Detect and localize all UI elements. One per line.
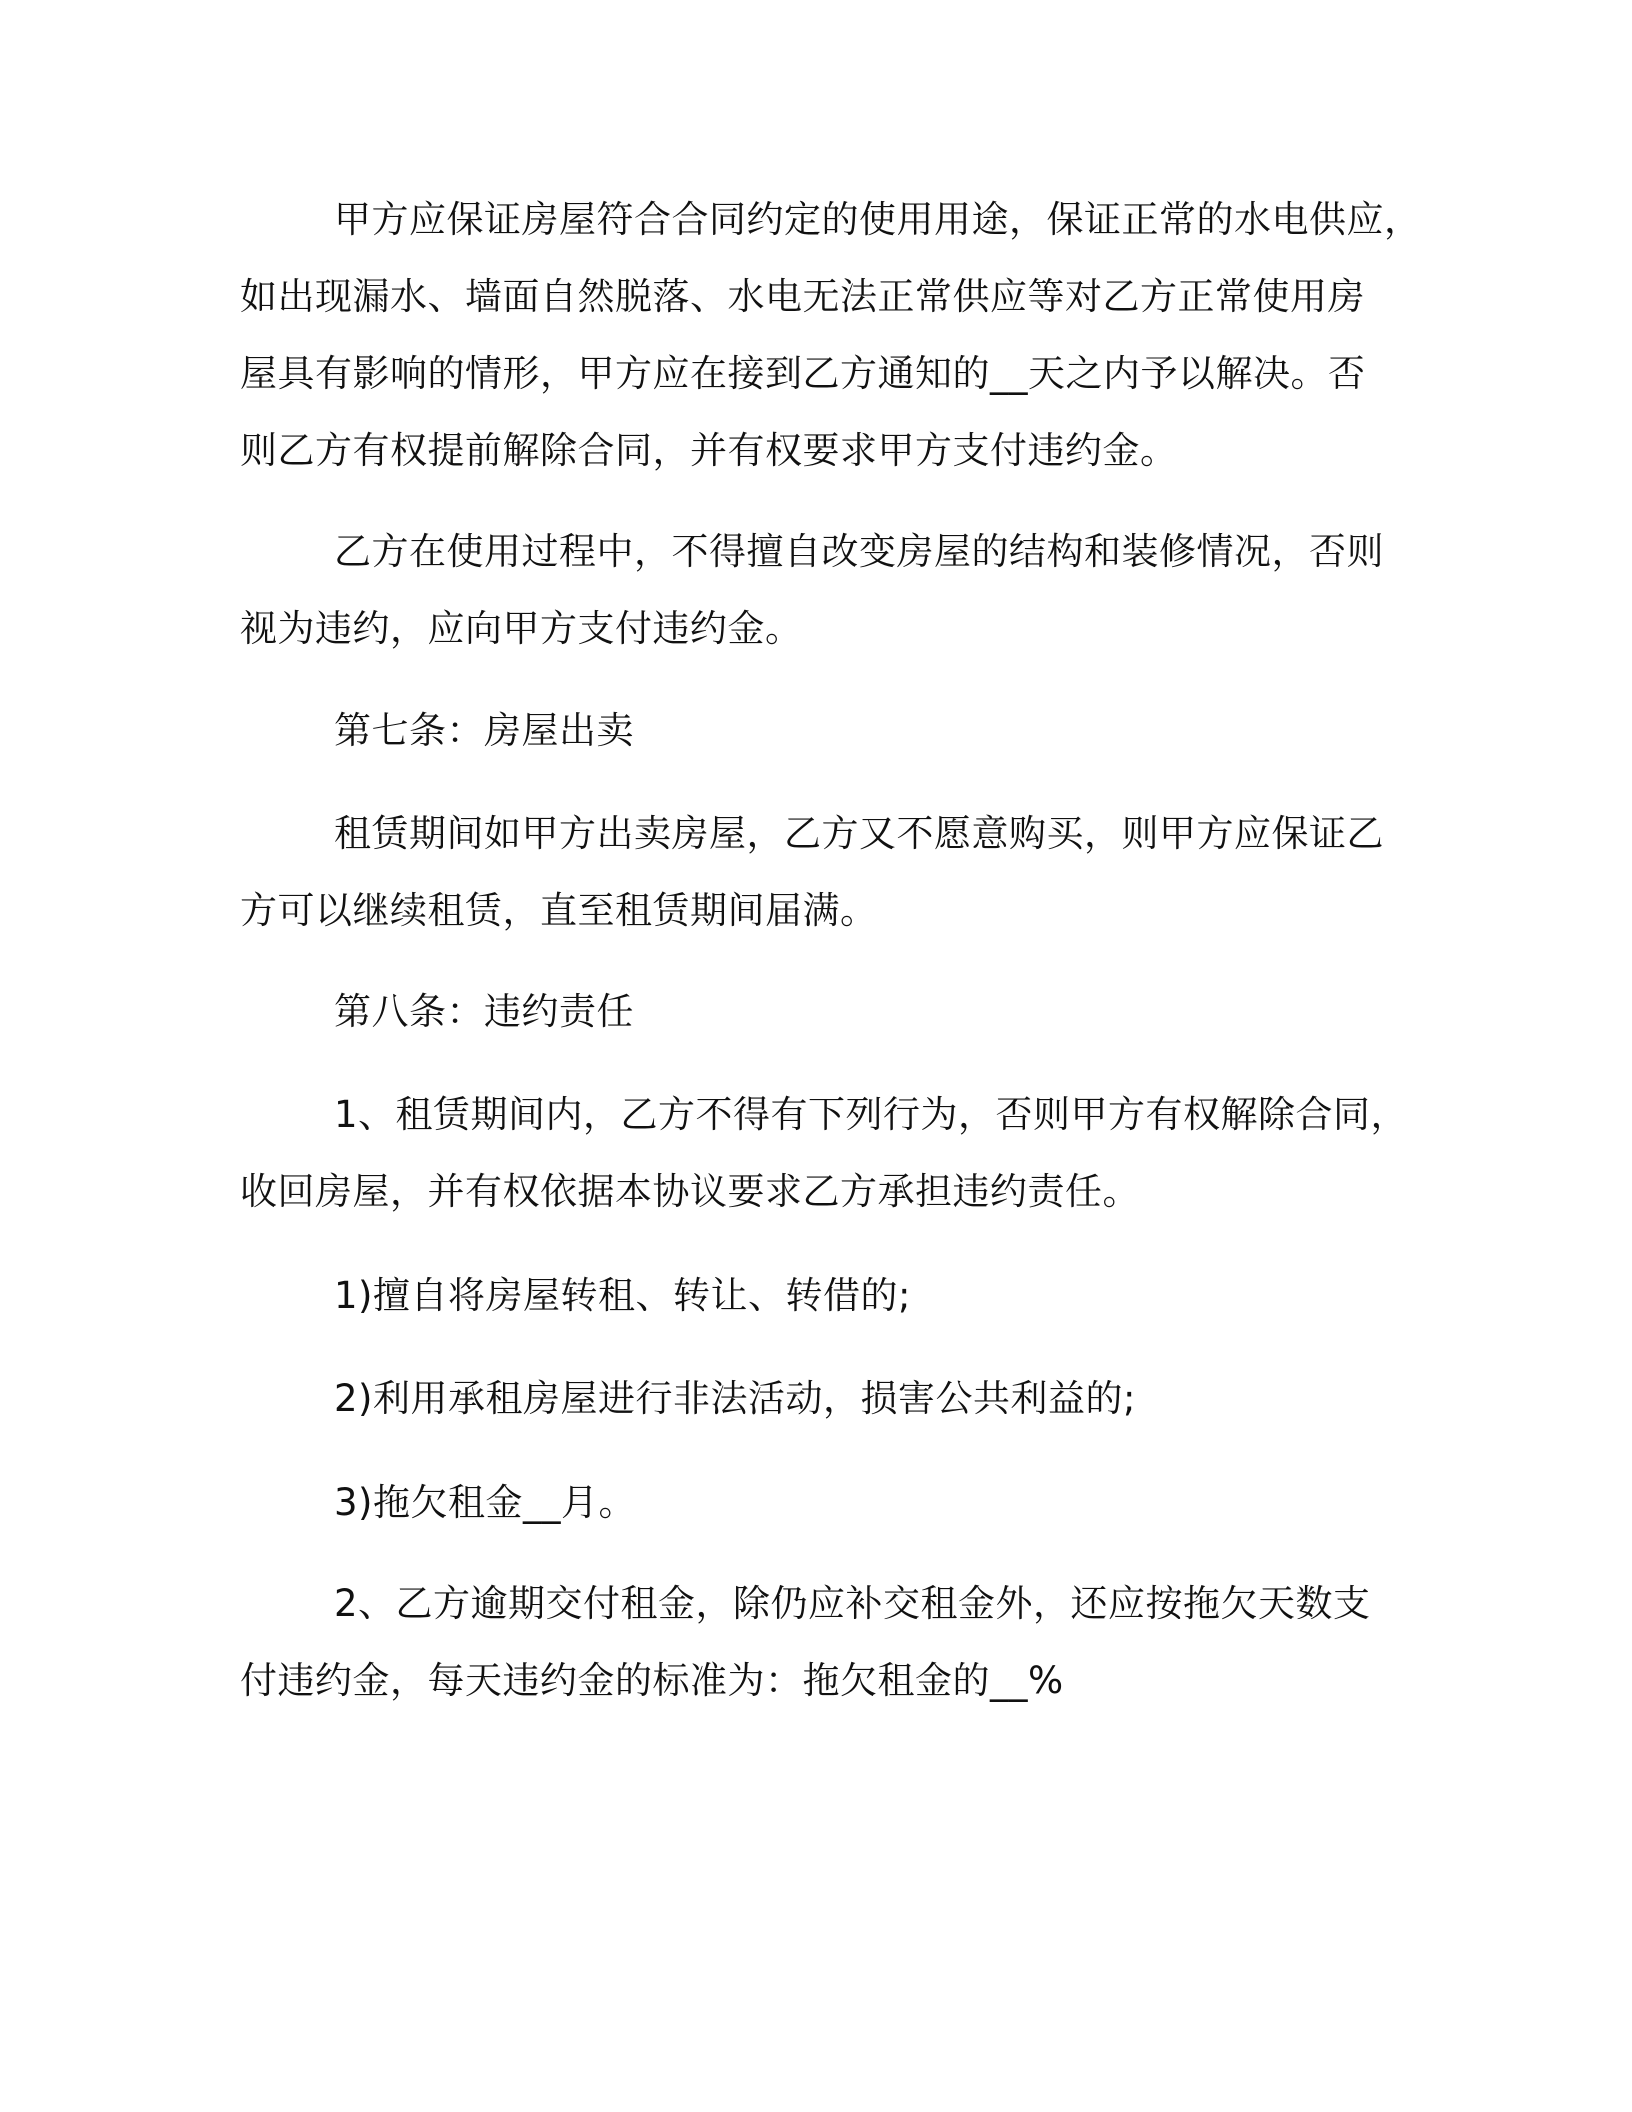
paragraph-1-line-1: 甲方应保证房屋符合合同约定的使用用途，保证正常的水电供应， [334,198,1422,241]
paragraph-1-line-4: 则乙方有权提前解除合同，并有权要求甲方支付违约金。 [240,429,1178,472]
article-7-heading: 第七条：房屋出卖 [334,709,634,752]
list-item-1: 1)擅自将房屋转租、转让、转借的; [334,1274,911,1317]
list-item-3: 3)拖欠租金__月。 [334,1481,636,1524]
article-8-heading: 第八条：违约责任 [334,990,634,1033]
clause-2-line-1: 2、乙方逾期交付租金，除仍应补交租金外，还应按拖欠天数支 [334,1582,1371,1625]
list-item-2: 2)利用承租房屋进行非法活动，损害公共利益的; [334,1377,1136,1420]
paragraph-2-line-1: 乙方在使用过程中，不得擅自改变房屋的结构和装修情况，否则 [334,530,1384,573]
paragraph-1-line-2: 如出现漏水、墙面自然脱落、水电无法正常供应等对乙方正常使用房 [240,275,1365,318]
clause-1-line-2: 收回房屋，并有权依据本协议要求乙方承担违约责任。 [240,1170,1140,1213]
clause-1-line-1: 1、租赁期间内，乙方不得有下列行为，否则甲方有权解除合同， [334,1093,1409,1136]
paragraph-1-line-3: 屋具有影响的情形，甲方应在接到乙方通知的__天之内予以解决。否 [240,352,1366,395]
clause-2-line-2: 付违约金，每天违约金的标准为：拖欠租金的__% [240,1659,1064,1702]
paragraph-3-line-2: 方可以继续租赁，直至租赁期间届满。 [240,889,878,932]
paragraph-2-line-2: 视为违约，应向甲方支付违约金。 [240,607,803,650]
paragraph-3-line-1: 租赁期间如甲方出卖房屋，乙方又不愿意购买，则甲方应保证乙 [334,812,1384,855]
